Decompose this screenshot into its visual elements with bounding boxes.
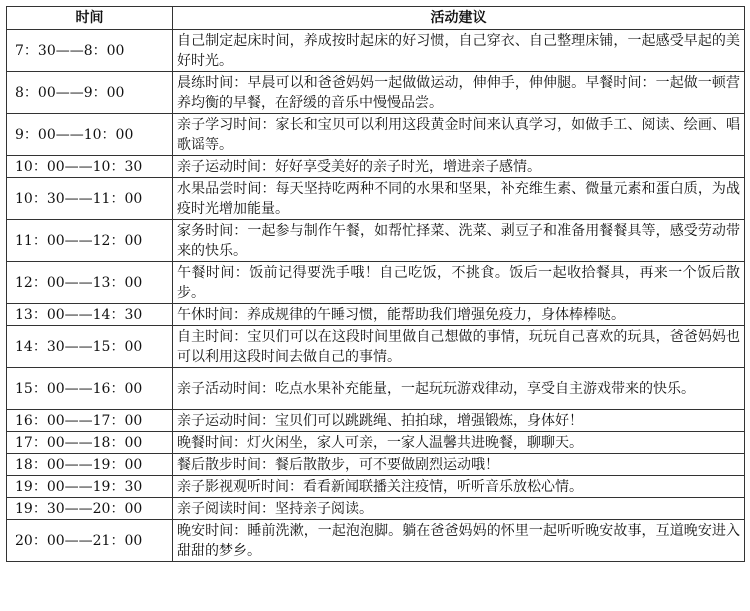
activity-cell: 亲子学习时间：家长和宝贝可以利用这段黄金时间来认真学习，如做手工、阅读、绘画、唱歌谣等。 [173, 114, 745, 156]
table-row [7, 30, 745, 72]
table-row [7, 432, 745, 454]
time-cell: 10：30——11：00 [7, 178, 173, 220]
table-row [7, 326, 745, 368]
time-cell: 10：00——10：30 [7, 156, 173, 178]
header-activity: 活动建议 [173, 7, 745, 30]
table-row [7, 262, 745, 304]
activity-cell: 亲子影视观听时间：看看新闻联播关注疫情，听听音乐放松心情。 [173, 476, 745, 498]
time-cell: 20：00——21：00 [7, 520, 173, 562]
table-row [7, 178, 745, 220]
time-cell: 15：00——16：00 [7, 368, 173, 410]
activity-cell: 亲子阅读时间：坚持亲子阅读。 [173, 498, 745, 520]
time-cell: 9：00——10：00 [7, 114, 173, 156]
table-row [7, 368, 745, 410]
time-cell: 19：00——19：30 [7, 476, 173, 498]
schedule-table-wrapper [6, 6, 745, 562]
table-row [7, 520, 745, 562]
activity-cell: 水果品尝时间：每天坚持吃两种不同的水果和坚果，补充维生素、微量元素和蛋白质，为战疫时光增加能量。 [173, 178, 745, 220]
activity-cell: 家务时间：一起参与制作午餐，如帮忙择菜、洗菜、剥豆子和准备用餐餐具等，感受劳动带来的快乐。 [173, 220, 745, 262]
table-row [7, 114, 745, 156]
time-cell: 8：00——9：00 [7, 72, 173, 114]
activity-cell: 晚安时间：睡前洗漱，一起泡泡脚。躺在爸爸妈妈的怀里一起听听晚安故事，互道晚安进入甜甜的梦乡。 [173, 520, 745, 562]
table-row [7, 410, 745, 432]
time-cell: 12：00——13：00 [7, 262, 173, 304]
time-cell: 17：00——18：00 [7, 432, 173, 454]
activity-cell: 晨练时间：早晨可以和爸爸妈妈一起做做运动，伸伸手，伸伸腿。早餐时间：一起做一顿营养均衡的早餐，在舒缓的音乐中慢慢品尝。 [173, 72, 745, 114]
time-cell: 7：30——8：00 [7, 30, 173, 72]
activity-cell: 亲子活动时间：吃点水果补充能量，一起玩玩游戏律动，享受自主游戏带来的快乐。 [173, 368, 745, 410]
table-row [7, 454, 745, 476]
activity-cell: 餐后散步时间：餐后散散步，可不要做剧烈运动哦！ [173, 454, 745, 476]
table-row [7, 220, 745, 262]
activity-cell: 亲子运动时间：好好享受美好的亲子时光，增进亲子感情。 [173, 156, 745, 178]
table-row [7, 304, 745, 326]
table-row [7, 498, 745, 520]
time-cell: 16：00——17：00 [7, 410, 173, 432]
time-cell: 11：00——12：00 [7, 220, 173, 262]
table-header-row [7, 7, 745, 30]
time-cell: 14：30——15：00 [7, 326, 173, 368]
table-row [7, 156, 745, 178]
activity-cell: 午餐时间：饭前记得要洗手哦！自己吃饭，不挑食。饭后一起收拾餐具，再来一个饭后散步。 [173, 262, 745, 304]
time-cell: 13：00——14：30 [7, 304, 173, 326]
header-time: 时间 [7, 7, 173, 30]
activity-cell: 自己制定起床时间，养成按时起床的好习惯，自己穿衣、自己整理床铺，一起感受早起的美好时光。 [173, 30, 745, 72]
time-cell: 18：00——19：00 [7, 454, 173, 476]
activity-cell: 自主时间：宝贝们可以在这段时间里做自己想做的事情，玩玩自己喜欢的玩具，爸爸妈妈也可以利用这段时间去做自己的事情。 [173, 326, 745, 368]
activity-cell: 晚餐时间：灯火闲坐，家人可亲，一家人温馨共进晚餐，聊聊天。 [173, 432, 745, 454]
activity-cell: 午休时间：养成规律的午睡习惯，能帮助我们增强免疫力，身体棒棒哒。 [173, 304, 745, 326]
time-cell: 19：30——20：00 [7, 498, 173, 520]
table-row [7, 476, 745, 498]
table-row [7, 72, 745, 114]
schedule-table [6, 6, 745, 562]
activity-cell: 亲子运动时间：宝贝们可以跳跳绳、拍拍球，增强锻炼，身体好！ [173, 410, 745, 432]
